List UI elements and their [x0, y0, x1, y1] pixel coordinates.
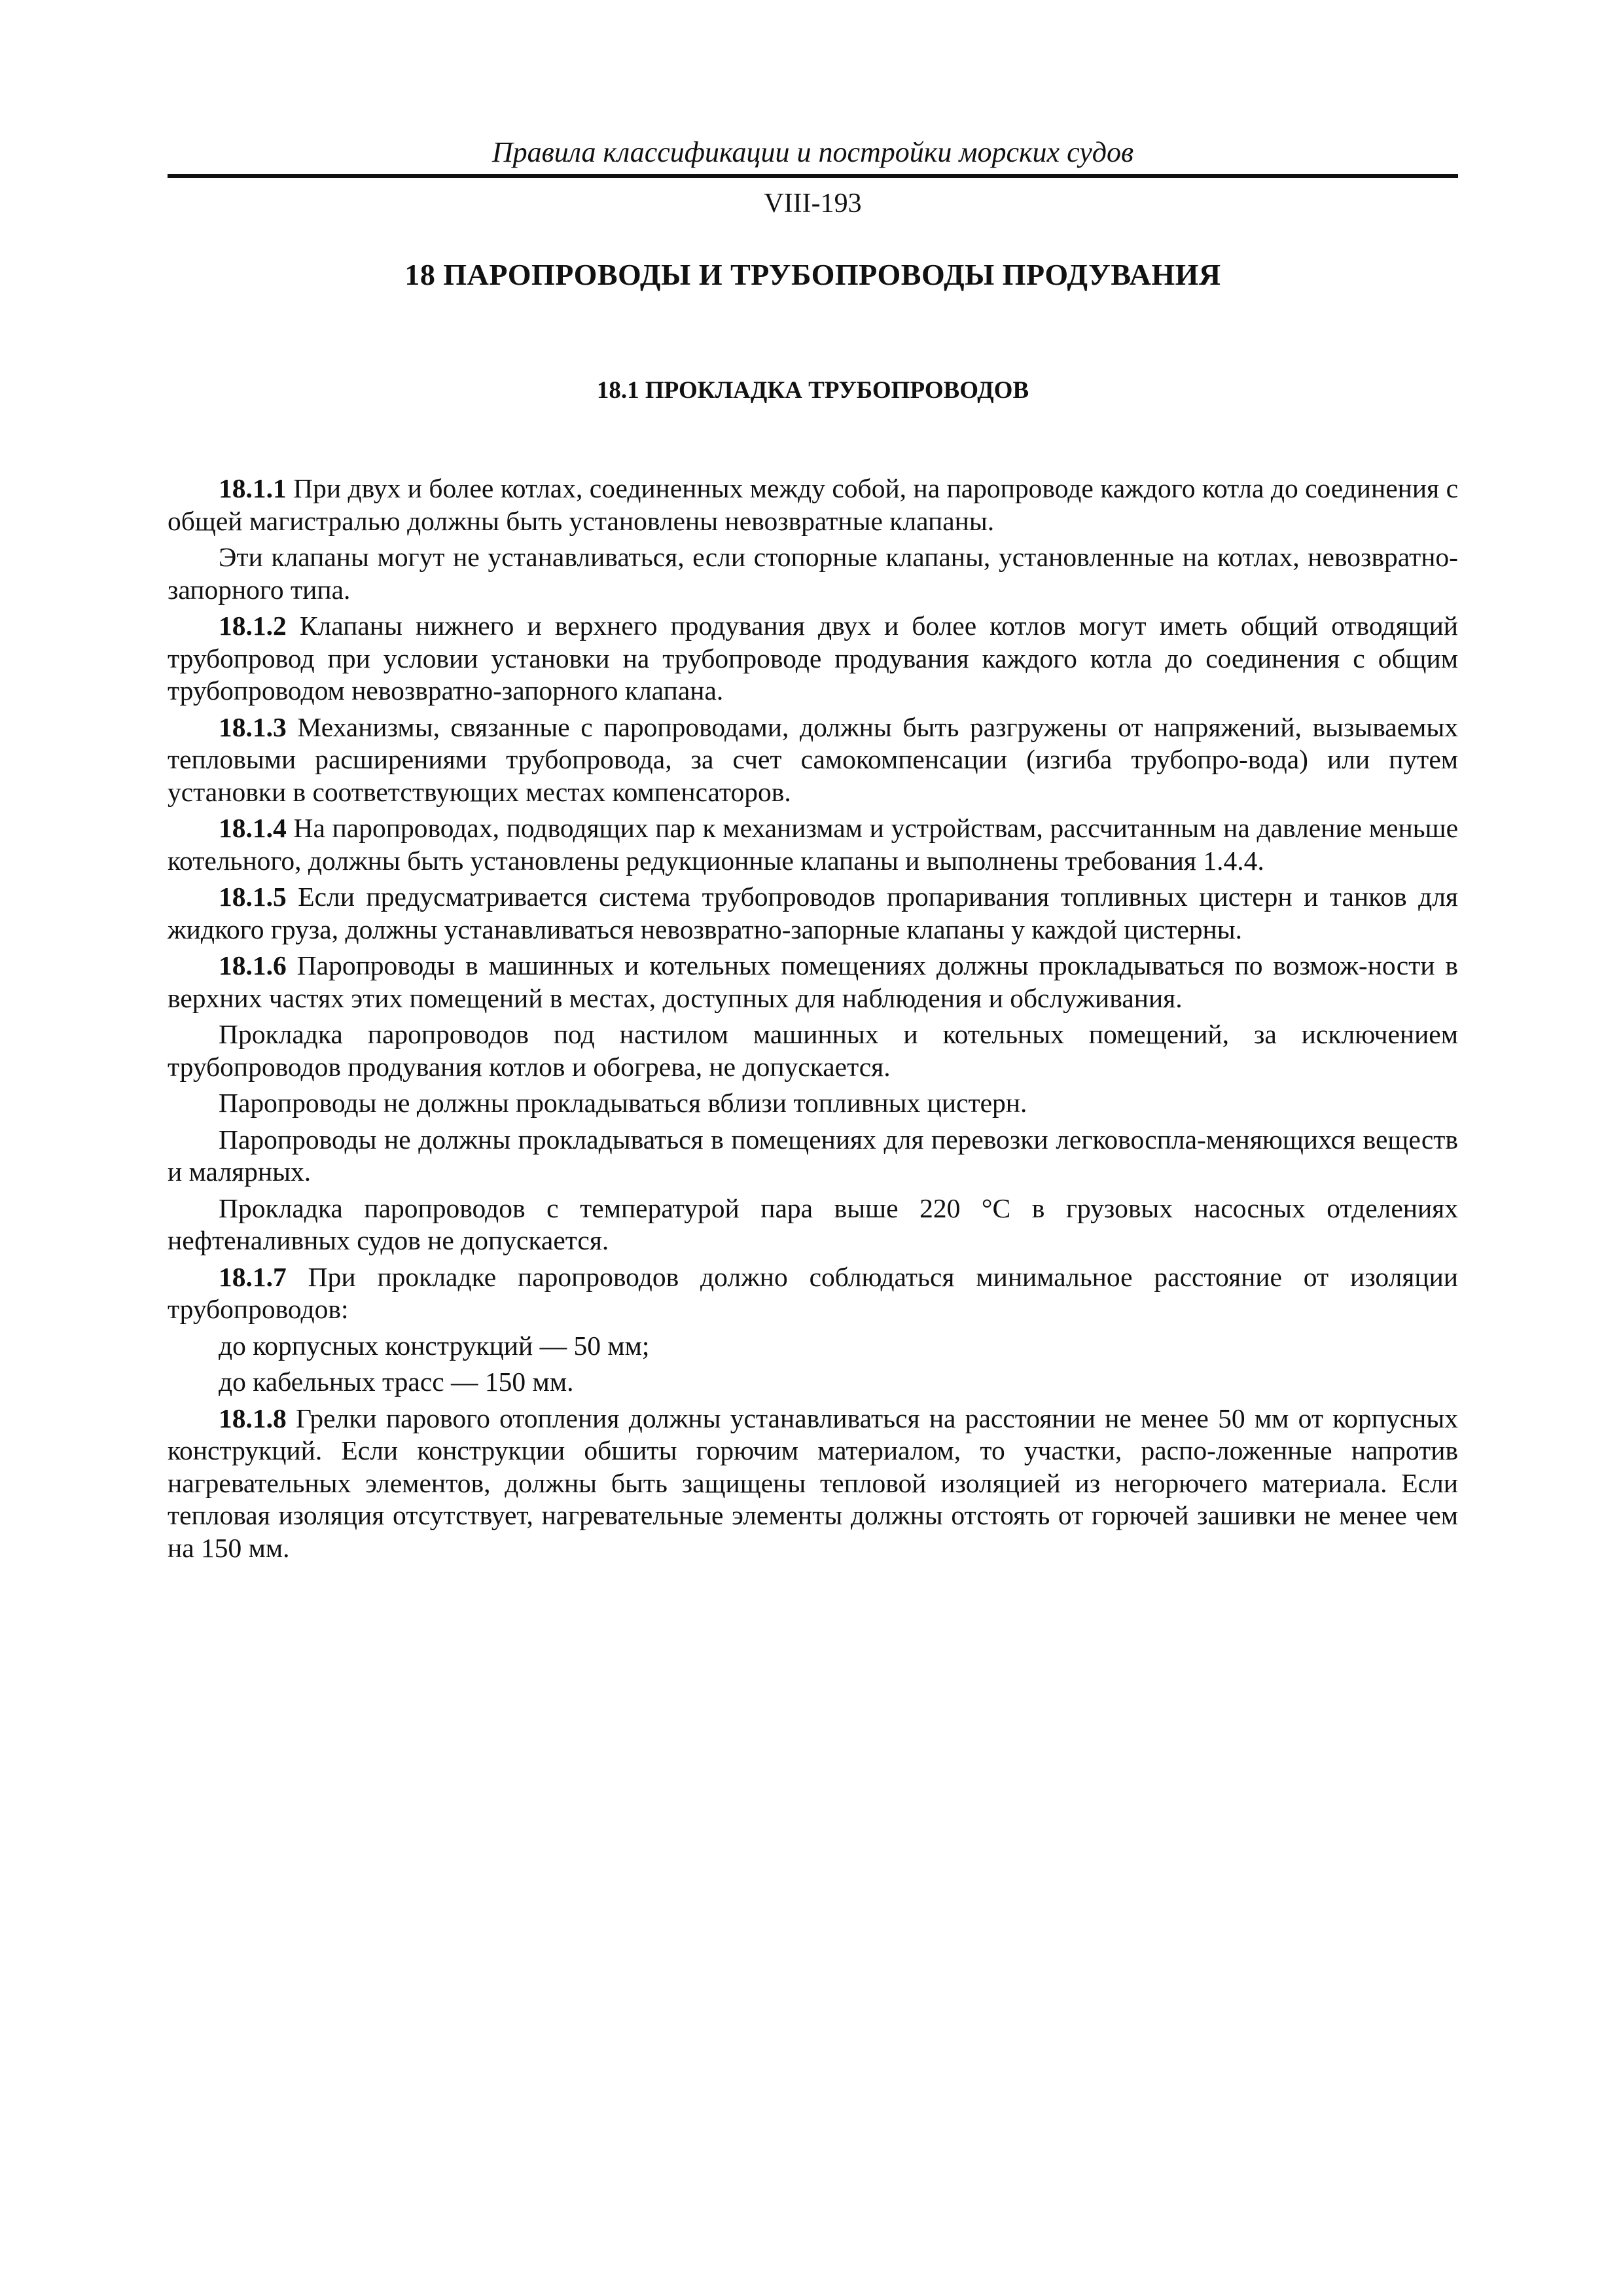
paragraph [168, 1124, 1458, 1189]
paragraph-text: На паропроводах, подводящих пар к механизмам и устройствам, рассчитанным на давление меньше котельного, должны быть установлены редукционные клапаны и выполнены требования 1.4.4. [168, 813, 1458, 876]
paragraph [168, 1193, 1458, 1257]
chapter-title: 18 ПАРОПРОВОДЫ И ТРУБОПРОВОДЫ ПРОДУВАНИЯ [404, 258, 1221, 291]
paragraph-text: При прокладке паропроводов должно соблюдаться минимальное расстояние от изоляции трубопроводов: [168, 1261, 1458, 1324]
paragraph-text: до корпусных конструкций — 50 мм; [219, 1330, 650, 1361]
paragraph-text: Механизмы, связанные с паропроводами, должны быть разгружены от напряжений, вызываемых тепловыми расширениями трубопровода, за счет самокомпенсации (изгиба трубопро-вода) или путем установки в соответствующих местах компенсаторов. [168, 711, 1459, 807]
paragraph [168, 1087, 1458, 1120]
paragraph [168, 1366, 1458, 1399]
paragraph [168, 473, 1458, 537]
clause-number: 18.1.2 [219, 611, 287, 641]
clause-number: 18.1.5 [219, 882, 287, 912]
paragraph [168, 1261, 1458, 1326]
paragraph-text: Клапаны нижнего и верхнего продувания двух и более котлов могут иметь общий отводящий трубопровод при условии установки на трубопроводе продувания каждого котла до соединения с общим трубопроводом невозвратно-запорного клапана. [168, 611, 1458, 706]
paragraph-text: Эти клапаны могут не устанавливаться, если стопорные клапаны, установленные на котлах, невозвратно-запорного типа. [168, 542, 1458, 605]
paragraph-text: Прокладка паропроводов с температурой пара выше 220 °С в грузовых насосных отделениях нефтеналивных судов не допускается. [168, 1193, 1458, 1255]
paragraph [168, 711, 1458, 809]
paragraph-text: Если предусматривается система трубопроводов пропаривания топливных цистерн и танков для жидкого груза, должны устанавливаться невозвратно-запорные клапаны у каждой цистерны. [168, 882, 1458, 944]
paragraph-text: до кабельных трасс — 150 мм. [219, 1367, 574, 1397]
paragraph [168, 610, 1458, 708]
paragraph-text: Паропроводы не должны прокладываться вблизи топливных цистерн. [219, 1088, 1027, 1118]
section-title: 18.1 ПРОКЛАДКА ТРУБОПРОВОДОВ [596, 377, 1029, 404]
paragraph [168, 541, 1458, 606]
clause-number: 18.1.1 [219, 473, 287, 503]
paragraph [168, 881, 1458, 946]
clause-number: 18.1.4 [219, 813, 287, 843]
paragraph-text: При двух и более котлах, соединенных между собой, на паропроводе каждого котла до соединения с общей магистралью должны быть установлены невозвратные клапаны. [168, 473, 1458, 536]
clause-number: 18.1.7 [219, 1261, 287, 1292]
paragraph [168, 1018, 1458, 1083]
paragraph [168, 950, 1458, 1014]
clause-number: 18.1.6 [219, 950, 287, 980]
paragraph-text: Грелки парового отопления должны устанавливаться на расстоянии не менее 50 мм от корпусных конструкций. Если конструкции обшиты горючим материалом, то участки, распо-ложенные напротив нагревательных элементов, должны быть защищены тепловой изоляцией из негорючего материала. Если тепловая изоляция отсутствует, нагревательные элементы должны отстоять от горючей зашивки не менее чем на 150 мм. [168, 1403, 1458, 1563]
paragraph-text: Паропроводы в машинных и котельных помещениях должны прокладываться по возмож-ности в верхних частях этих помещений в местах, доступных для наблюдения и обслуживания. [168, 950, 1459, 1013]
running-header: Правила классификации и постройки морских судов [491, 136, 1134, 168]
paragraph-text: Прокладка паропроводов под настилом машинных и котельных помещений, за исключением трубопроводов продувания котлов и обогрева, не допускается. [168, 1019, 1458, 1082]
clause-number: 18.1.8 [219, 1403, 287, 1433]
page-number: VIII-193 [764, 188, 862, 219]
body-text [168, 473, 1458, 1568]
paragraph [168, 812, 1458, 877]
paragraph [168, 1330, 1458, 1363]
paragraph-text: Паропроводы не должны прокладываться в помещениях для перевозки легковоспла-меняющихся веществ и малярных. [168, 1124, 1458, 1187]
paragraph [168, 1403, 1458, 1565]
header-rule [168, 174, 1458, 178]
clause-number: 18.1.3 [219, 711, 287, 742]
